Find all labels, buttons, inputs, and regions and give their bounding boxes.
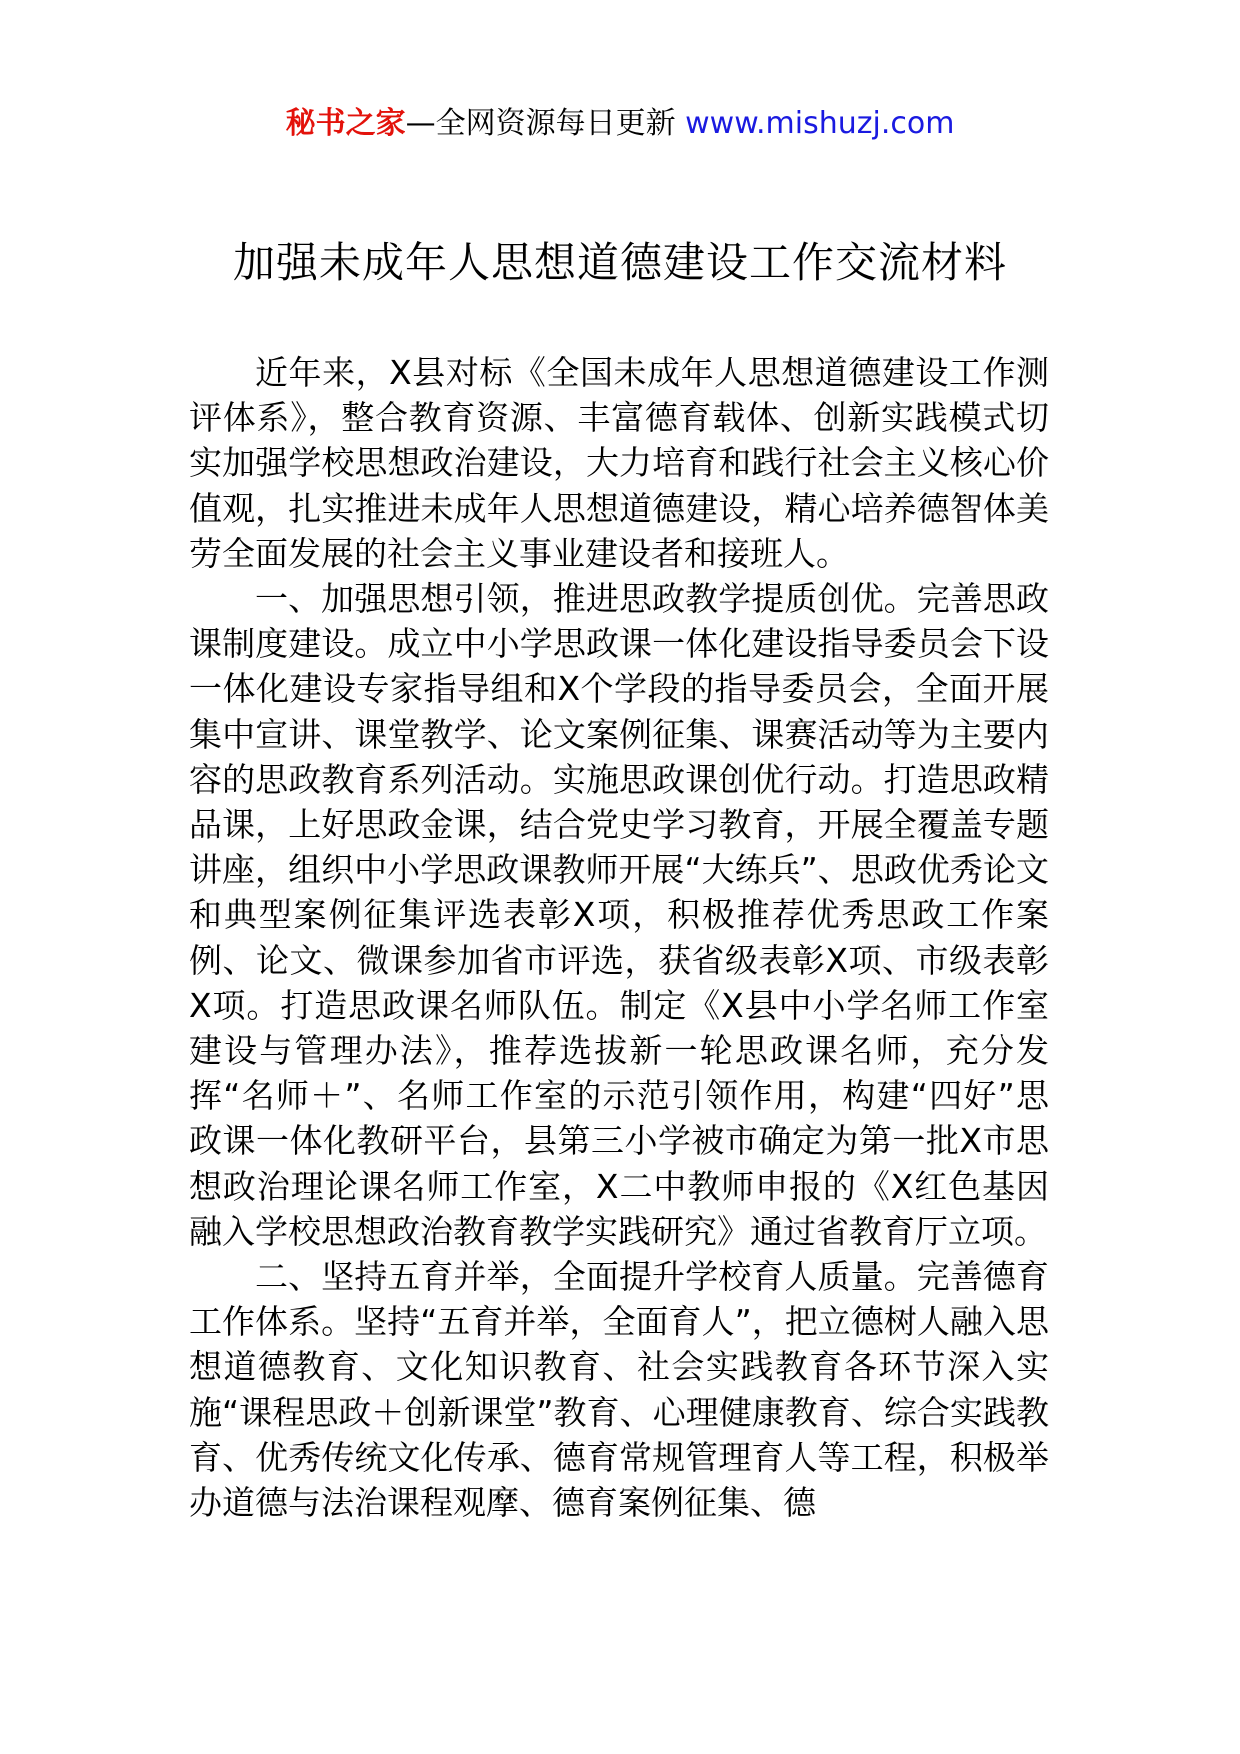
page-header (0, 102, 1240, 146)
site-url[interactable]: www.mishuzj.com (685, 106, 955, 141)
document-body (189, 350, 1049, 1525)
brand-name: 秘书之家 (285, 106, 406, 141)
section-two-paragraph: 二、坚持五育并举，全面提升学校育人质量。完善德育工作体系。坚持“五育并举，全面育人”，把立德树人融入思想道德教育、文化知识教育、社会实践教育各环节深入实施“课程思政＋创新课堂”教育、心理健康教育、综合实践教育、优秀传统文化传承、德育常规管理育人等工程，积极举办道德与法治课程观摩、德育案例征集、德 (189, 1257, 1049, 1523)
section-one-paragraph: 一、加强思想引领，推进思政教学提质创优。完善思政课制度建设。成立中小学思政课一体化建设指导委员会下设一体化建设专家指导组和X个学段的指导委员会，全面开展集中宣讲、课堂教学、论文案例征集、课赛活动等为主要内容的思政教育系列活动。实施思政课创优行动。打造思政精品课，上好思政金课，结合党史学习教育，开展全覆盖专题讲座，组织中小学思政课教师开展“大练兵”、思政优秀论文和典型案例征集评选表彰X项，积极推荐优秀思政工作案例、论文、微课参加省市评选，获省级表彰X项、市级表彰X项。打造思政课名师队伍。制定《X县中小学名师工作室建设与管理办法》，推荐选拔新一轮思政课名师，充分发挥“名师＋”、名师工作室的示范引领作用，构建“四好”思政课一体化教研平台，县第三小学被市确定为第一批X市思想政治理论课名师工作室，X二中教师申报的《X红色基因融入学校思想政治教育教学实践研究》通过省教育厅立项。 (189, 579, 1049, 1251)
header-tagline: —全网资源每日更新 (405, 106, 676, 141)
intro-paragraph: 近年来，X县对标《全国未成年人思想道德建设工作测评体系》，整合教育资源、丰富德育载体、创新实践模式切实加强学校思想政治建设，大力培育和践行社会主义核心价值观，扎实推进未成年人思想道德建设，精心培养德智体美劳全面发展的社会主义事业建设者和接班人。 (189, 353, 1049, 573)
document-title: 加强未成年人思想道德建设工作交流材料 (232, 238, 1007, 287)
